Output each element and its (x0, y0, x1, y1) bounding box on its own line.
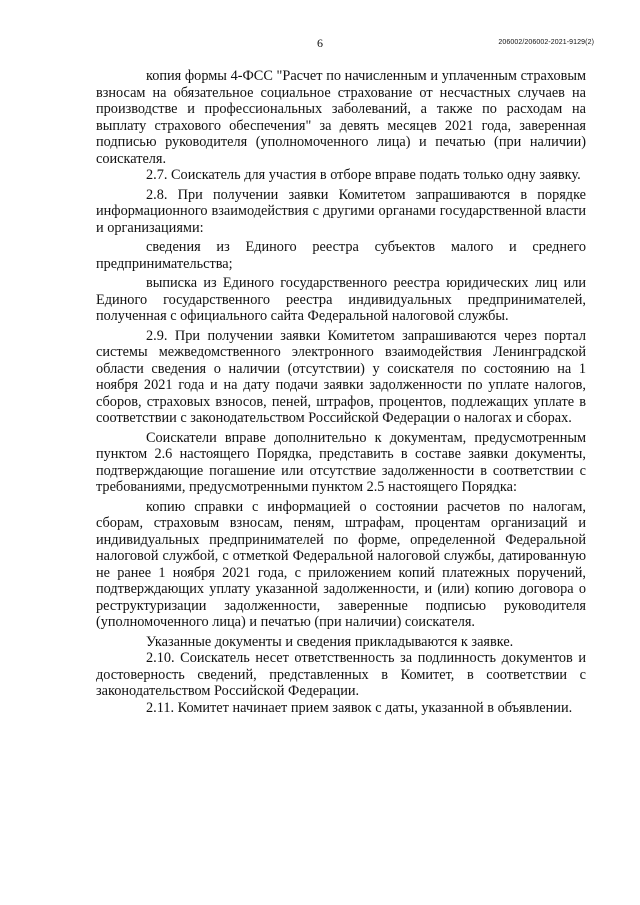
page-number: 6 (317, 36, 323, 50)
paragraph-2-10: 2.10. Соискатель несет ответственность за подлинность документов и достоверность сведений, представленных в Комитет, в соответствии с законодательством Российской Федерации. (96, 650, 586, 699)
paragraph-additional-documents: Соискатели вправе дополнительно к документам, предусмотренным пунктом 2.6 настоящего Порядка, представить в составе заявки документы, подтверждающие погашение или отсутствие задолженности в соответствии с требованиями, предусмотренными пунктом 2.5 настоящего Порядка: (96, 429, 586, 495)
paragraph-2-7: 2.7. Соискатель для участия в отборе вправе подать только одну заявку. (146, 167, 581, 183)
paragraph-legal-entities-registry: выписка из Единого государственного реестра юридических лиц или Единого государственного реестра индивидуальных предпринимателей, полученная с официального сайта Федеральной налоговой службы. (96, 275, 586, 324)
paragraph-2-8: 2.8. При получении заявки Комитетом запрашиваются в порядке информационного взаимодействия с другими органами государственной власти и организациями: (96, 186, 586, 236)
document-body (96, 68, 586, 716)
paragraph-sme-registry: сведения из Единого реестра субъектов малого и среднего предпринимательства; (96, 239, 586, 272)
paragraph-2-11: 2.11. Комитет начинает прием заявок с даты, указанной в объявлении. (146, 699, 573, 716)
paragraph-fss-form-copy: копия формы 4-ФСС "Расчет по начисленным и уплаченным страховым взносам на обязательное социальное страхование от несчастных случаев на производстве и профессиональных заболеваний, а также по расходам на выплату страхового обеспечения" за девять месяцев 2021 года, заверенная подписью руководителя (уполномоченного лица) и печатью (при наличии) соискателя. (96, 68, 586, 167)
paragraph-documents-attached: Указанные документы и сведения прикладываются к заявке. (146, 633, 514, 650)
paragraph-2-9: 2.9. При получении заявки Комитетом запрашиваются через портал системы межведомственного электронного взаимодействия Ленинградской области сведения о наличии (отсутствии) у соискателя по состоянию на 1 ноября 2021 года и на дату подачи заявки задолженности по уплате налогов, сборов, страховых взносов, пеней, штрафов, процентов, подлежащих уплате в соответствии с законодательством Российской Федерации о налогах и сборах. (96, 327, 586, 426)
document-code: 206002/206002-2021-9129(2) (498, 39, 594, 46)
paragraph-tax-certificate-copy: копию справки с информацией о состоянии расчетов по налогам, сборам, страховым взносам, пеням, штрафам, процентам организаций и индивидуальных предпринимателей по форме, определенной Федеральной налоговой службой, с отметкой Федеральной налоговой службы, датированную не ранее 1 ноября 2021 года, с приложением копий платежных поручений, подтверждающих уплату указанной задолженности, и (или) копию договора о реструктуризации задолженности, заверенные подписью руководителя (уполномоченного лица) и печатью (при наличии) соискателя. (96, 498, 586, 630)
